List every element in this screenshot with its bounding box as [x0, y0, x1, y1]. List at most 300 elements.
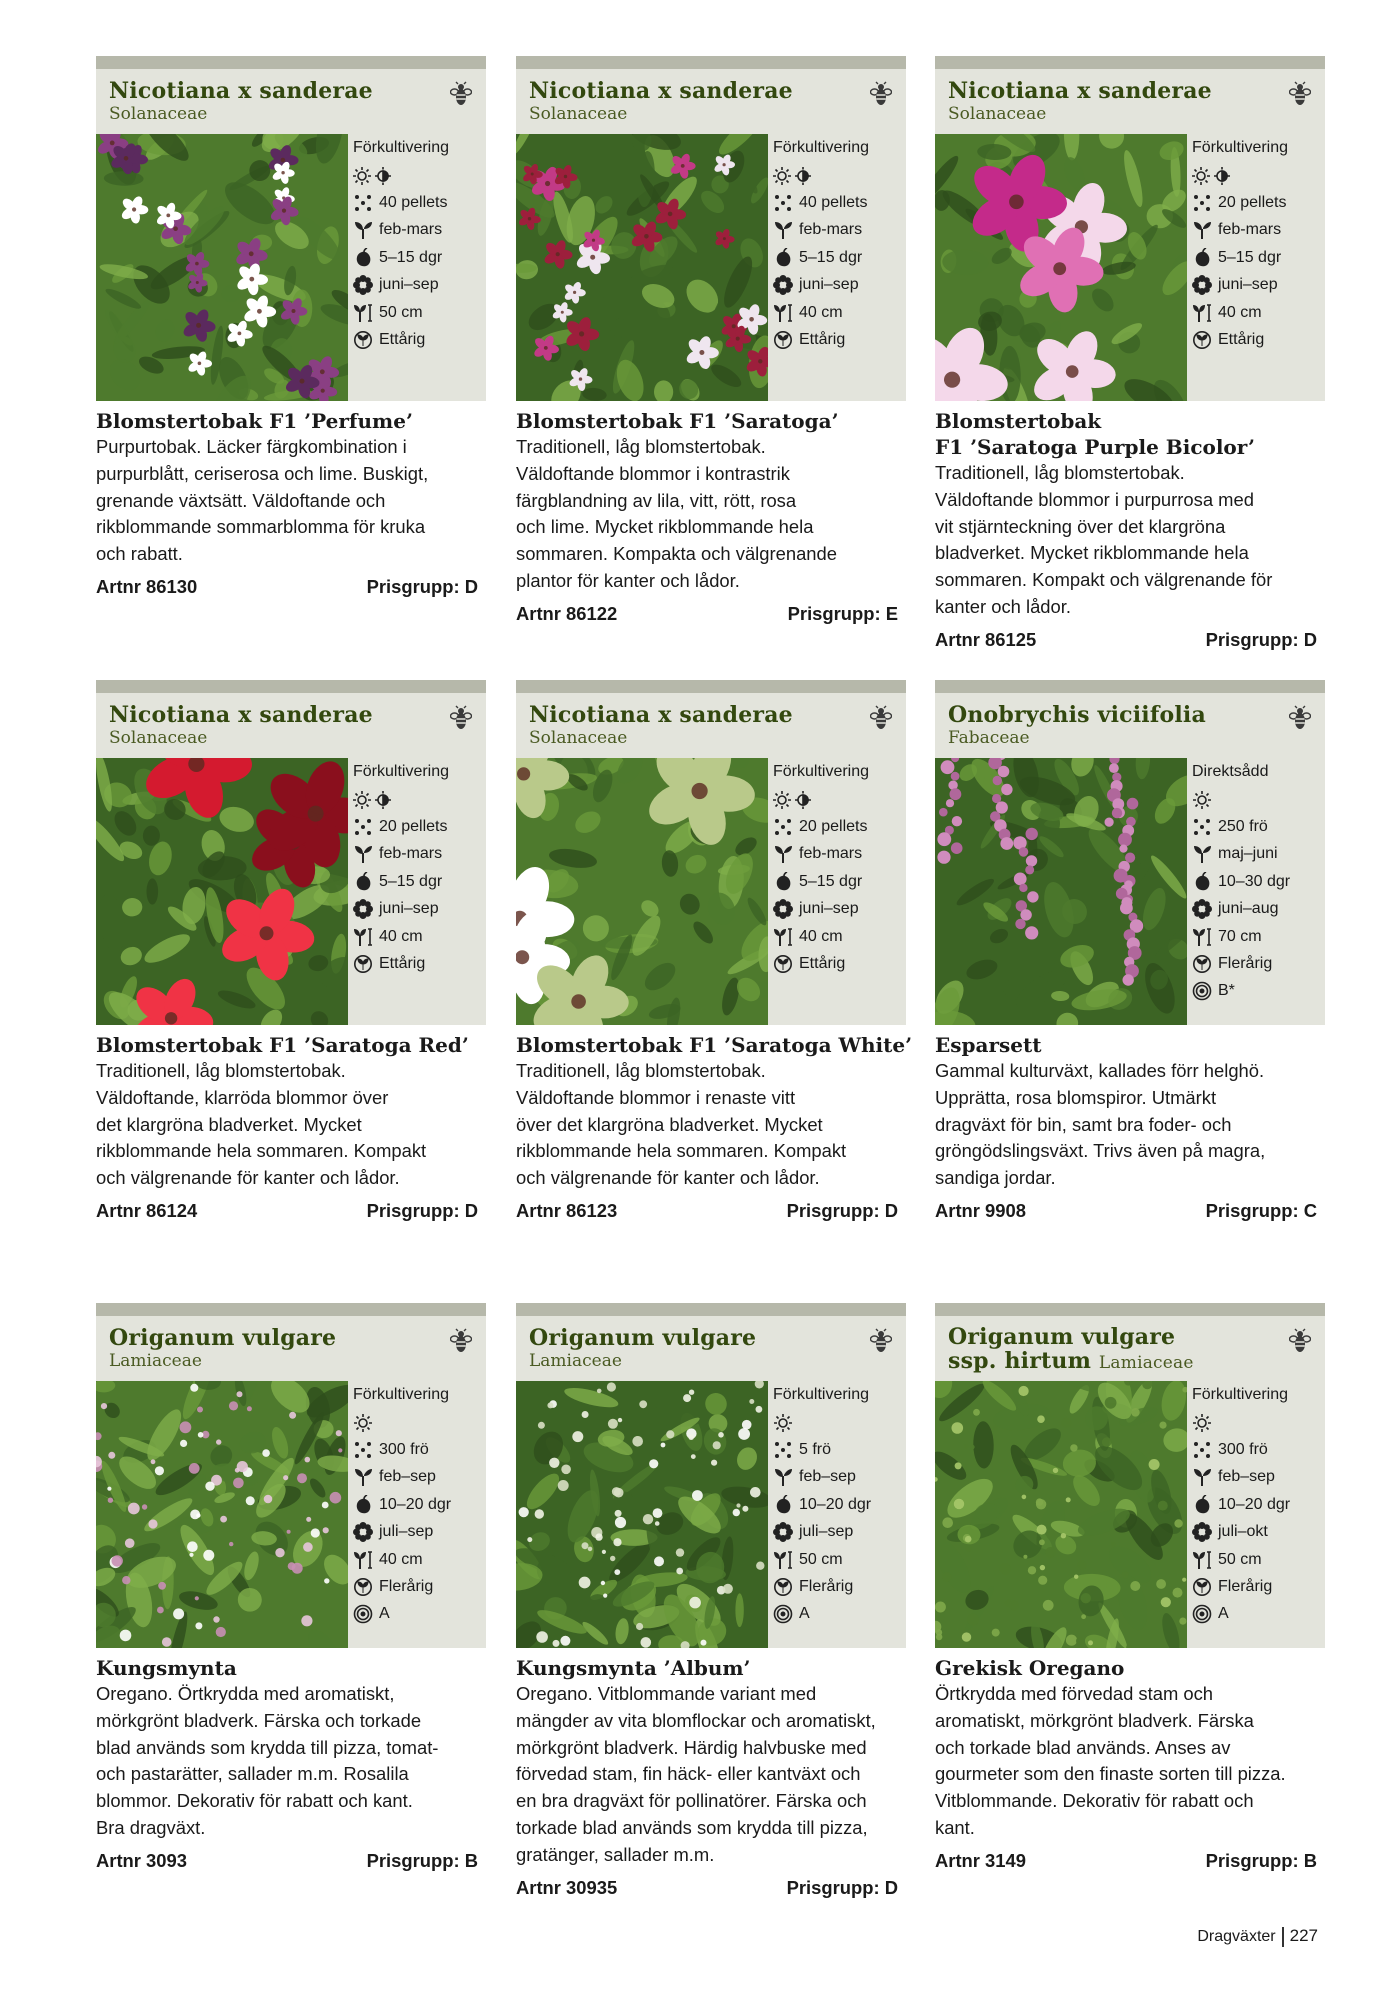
card-header: [935, 1303, 1325, 1381]
product-card: [96, 680, 486, 1300]
lifespan: Ettårig: [379, 955, 426, 973]
full-sun-icon: [353, 1413, 373, 1433]
bee-icon: [870, 81, 892, 107]
card-header: [516, 680, 906, 758]
lifespan: Ettårig: [1218, 331, 1265, 349]
description-line: gratänger, sallader m.m.: [516, 1843, 715, 1865]
sowing-method: Förkultivering: [353, 763, 450, 780]
description-line: blommor. Dekorativ för rabatt och kant.: [96, 1790, 413, 1812]
plant-photo: [516, 758, 768, 1025]
seed-count: 20 pellets: [799, 818, 868, 836]
flower-icon: [773, 1522, 793, 1542]
article-number: Artnr 86122: [516, 603, 618, 624]
description-line: Väldoftande blommor i purpurrosa med: [935, 488, 1254, 510]
description-line: rikblommande hela sommaren. Kompakt: [516, 1140, 847, 1162]
spec-panel: [768, 134, 906, 401]
pollinator-value-icon: [1192, 1604, 1212, 1624]
spec-row-bloom-period: [773, 1519, 906, 1546]
seed-count-icon: [1192, 193, 1212, 213]
plant-height: 40 cm: [379, 1550, 423, 1568]
product-name: [96, 1032, 469, 1058]
bloom-period: juli–sep: [799, 1523, 854, 1541]
plant-height-icon: [1192, 927, 1212, 947]
product-description: [96, 1058, 486, 1192]
spec-row-lifespan: [1192, 950, 1325, 977]
description-line: Traditionell, låg blomstertobak.: [935, 462, 1185, 483]
plant-height-icon: [1192, 1550, 1212, 1570]
product-card: [516, 56, 906, 676]
germination-time: 10–20 dgr: [1218, 1495, 1291, 1513]
latin-name: Nicotiana x sanderae: [529, 702, 793, 728]
sowing-time: feb–sep: [379, 1468, 436, 1486]
latin-name: Nicotiana x sanderae: [948, 78, 1212, 104]
card-header: [935, 56, 1325, 134]
plant-photo: [935, 134, 1187, 401]
sowing-time-icon: [773, 220, 793, 240]
article-number: Artnr 3093: [96, 1850, 187, 1871]
full-sun-icon: [1192, 1413, 1212, 1433]
price-group: Prisgrupp: D: [786, 1877, 898, 1898]
bee-icon: [1289, 1328, 1311, 1354]
plant-family: Solanaceae: [529, 728, 628, 748]
spec-panel: [768, 1381, 906, 1648]
price-group: Prisgrupp: D: [786, 1200, 898, 1221]
description-line: torkade blad används som krydda till pizza,: [516, 1816, 868, 1838]
plant-height: 40 cm: [799, 303, 843, 321]
product-name: [516, 1032, 912, 1058]
seed-count: 40 pellets: [799, 194, 868, 212]
germination-time: 5–15 dgr: [379, 872, 443, 890]
sowing-time: feb–sep: [799, 1468, 856, 1486]
product-description: [96, 434, 486, 568]
latin-name: Origanum vulgare: [109, 1325, 337, 1351]
plant-photo: [935, 758, 1187, 1025]
sun-half-shade-icon: [773, 166, 813, 186]
spec-row-germination-time: [1192, 244, 1325, 271]
article-number: Artnr 30935: [516, 1877, 618, 1898]
spec-row-germination-time: [773, 244, 906, 271]
flower-icon: [1192, 275, 1212, 295]
seed-count-icon: [1192, 817, 1212, 837]
bee-icon: [1289, 705, 1311, 731]
spec-row-seed-count: [773, 1436, 906, 1463]
flower-icon: [773, 899, 793, 919]
seed-count: 20 pellets: [1218, 194, 1287, 212]
spec-row-germination-time: [1192, 868, 1325, 895]
lifespan-icon: [1192, 954, 1212, 974]
page-footer: [1197, 1926, 1318, 1947]
card-header: [516, 1303, 906, 1381]
germination-icon: [1192, 248, 1212, 268]
product-description: [516, 434, 906, 595]
description-line: och rabatt.: [96, 543, 183, 565]
spec-row-pollinator-value: [1192, 978, 1325, 1005]
spec-row-sowing-time: [773, 1464, 906, 1491]
germination-time: 10–20 dgr: [799, 1495, 872, 1513]
sowing-method: Förkultivering: [1192, 139, 1289, 156]
product-name-line: Esparsett: [935, 1033, 1042, 1057]
germination-time: 5–15 dgr: [379, 248, 443, 266]
description-line: Oregano. Örtkrydda med aromatiskt,: [96, 1683, 395, 1704]
latin-name: Nicotiana x sanderae: [529, 78, 793, 104]
spec-row-plant-height: [773, 299, 906, 326]
plant-height: 40 cm: [379, 927, 423, 945]
spec-row-plant-height: [773, 1546, 906, 1573]
plant-height: 40 cm: [799, 927, 843, 945]
sun-half-shade-icon: [773, 790, 813, 810]
product-name-line: Grekisk Oregano: [935, 1656, 1125, 1680]
description-line: mängder av vita blomflockar och aromatiskt,: [516, 1709, 876, 1731]
description-line: Oregano. Vitblommande variant med: [516, 1683, 817, 1704]
sowing-time: feb-mars: [1218, 221, 1282, 239]
sowing-method: Förkultivering: [353, 1386, 450, 1403]
spec-row-seed-count: [1192, 189, 1325, 216]
germination-time: 10–20 dgr: [379, 1495, 452, 1513]
description-line: och lime. Mycket rikblommande hela: [516, 516, 814, 538]
article-number: Artnr 3149: [935, 1850, 1026, 1871]
description-line: Traditionell, låg blomstertobak.: [516, 436, 766, 457]
product-name: [935, 1655, 1124, 1681]
spec-row-seed-count: [1192, 813, 1325, 840]
spec-row-sowing-time: [773, 841, 906, 868]
spec-row-plant-height: [353, 1546, 486, 1573]
spec-row-bloom-period: [1192, 896, 1325, 923]
sun-half-shade-icon: [1192, 166, 1232, 186]
card-header: [96, 1303, 486, 1381]
plant-height-icon: [353, 1550, 373, 1570]
description-line: och välgrenande för kanter och lådor.: [96, 1167, 400, 1189]
bloom-period: juli–sep: [379, 1523, 434, 1541]
description-line: rikblommande hela sommaren. Kompakt: [96, 1140, 427, 1162]
germination-icon: [773, 1495, 793, 1515]
product-card: [516, 680, 913, 1300]
description-line: Väldoftande blommor i renaste vitt: [516, 1086, 796, 1108]
plant-height-icon: [773, 1550, 793, 1570]
product-name-line: F1 ’Saratoga Purple Bicolor’: [935, 435, 1255, 459]
spec-row-seed-count: [773, 189, 906, 216]
germination-icon: [353, 248, 373, 268]
spec-panel: [1187, 134, 1325, 401]
plant-family: Solanaceae: [529, 104, 628, 124]
lifespan: Flerårig: [799, 1578, 854, 1596]
description-line: grenande växtsätt. Väldoftande och: [96, 489, 386, 511]
spec-row-pollinator-value: [773, 1601, 906, 1628]
seed-count-icon: [773, 817, 793, 837]
product-name-line: Blomstertobak F1 ’Perfume’: [96, 409, 413, 433]
latin-name: Onobrychis viciifolia: [948, 702, 1206, 728]
description-line: vit stjärnteckning över det klargröna: [935, 515, 1226, 537]
description-line: gröngödslingsväxt. Trivs även på magra,: [935, 1140, 1266, 1162]
description-line: sommaren. Kompakt och välgrenande för: [935, 569, 1273, 591]
sowing-method: Förkultivering: [1192, 1386, 1289, 1403]
seed-count: 300 frö: [1218, 1441, 1268, 1459]
description-line: och välgrenande för kanter och lådor.: [516, 1167, 820, 1189]
spec-row-sowing-time: [773, 217, 906, 244]
product-name-line: Kungsmynta: [96, 1656, 237, 1680]
plant-height: 50 cm: [379, 303, 423, 321]
price-group: Prisgrupp: D: [366, 576, 478, 597]
spec-row-lifespan: [353, 950, 486, 977]
description-line: Örtkrydda med förvedad stam och: [935, 1683, 1214, 1704]
spec-row-plant-height: [1192, 923, 1325, 950]
spec-row-bloom-period: [773, 272, 906, 299]
germination-time: 5–15 dgr: [799, 872, 863, 890]
sowing-time-icon: [773, 1467, 793, 1487]
product-card: [935, 56, 1325, 676]
sun-half-shade-icon: [353, 166, 393, 186]
plant-family: Solanaceae: [109, 104, 208, 124]
sowing-time-icon: [353, 220, 373, 240]
plant-family: Lamiaceae: [109, 1351, 202, 1371]
bee-icon: [870, 1328, 892, 1354]
plant-height-icon: [353, 927, 373, 947]
product-card: [96, 56, 486, 676]
bee-icon: [450, 81, 472, 107]
sun-half-shade-icon: [353, 790, 393, 810]
bloom-period: juni–sep: [799, 276, 859, 294]
spec-row-sowing-time: [353, 1464, 486, 1491]
plant-family: Lamiaceae: [1098, 1353, 1194, 1373]
plant-family: Solanaceae: [109, 728, 208, 748]
article-number: Artnr 86125: [935, 629, 1037, 650]
description-line: dragväxt för bin, samt bra foder- och: [935, 1113, 1232, 1135]
seed-count: 300 frö: [379, 1441, 429, 1459]
lifespan: Ettårig: [799, 955, 846, 973]
description-line: kant.: [935, 1816, 975, 1838]
spec-row-lifespan: [1192, 1573, 1325, 1600]
bloom-period: juni–sep: [379, 900, 439, 918]
lifespan: Flerårig: [1218, 1578, 1273, 1596]
article-number: Artnr 9908: [935, 1200, 1026, 1221]
plant-height: 50 cm: [1218, 1550, 1262, 1568]
spec-row-plant-height: [1192, 299, 1325, 326]
spec-row-bloom-period: [1192, 1519, 1325, 1546]
description-line: en bra dragväxt för pollinatörer. Färska och: [516, 1790, 867, 1812]
latin-name: Origanum vulgare: [529, 1325, 757, 1351]
full-sun-icon: [773, 1413, 793, 1433]
description-line: bladverket. Mycket rikblommande hela: [935, 542, 1249, 564]
bloom-period: juni–aug: [1218, 900, 1279, 918]
spec-row-plant-height: [353, 299, 486, 326]
description-line: sandiga jordar.: [935, 1167, 1056, 1189]
spec-row-lifespan: [353, 1573, 486, 1600]
bee-icon: [870, 705, 892, 731]
latin-name: Nicotiana x sanderae: [109, 78, 373, 104]
spec-row-lifespan: [773, 1573, 906, 1600]
section-name: Dragväxter: [1197, 1928, 1276, 1945]
spec-row-pollinator-value: [353, 1601, 486, 1628]
description-line: Traditionell, låg blomstertobak.: [516, 1060, 766, 1081]
price-group: Prisgrupp: C: [1205, 1200, 1317, 1221]
price-group: Prisgrupp: D: [1205, 629, 1317, 650]
description-line: Upprätta, rosa blomspiror. Utmärkt: [935, 1086, 1217, 1108]
sowing-time: feb-mars: [379, 221, 443, 239]
card-header: [516, 56, 906, 134]
sowing-method: Förkultivering: [773, 1386, 870, 1403]
plant-family: Fabaceae: [948, 728, 1030, 748]
lifespan-icon: [773, 330, 793, 350]
description-line: Traditionell, låg blomstertobak.: [96, 1060, 346, 1081]
sowing-method: Direktsådd: [1192, 763, 1269, 780]
spec-row-sowing-time: [353, 217, 486, 244]
product-description: [935, 1681, 1325, 1842]
seed-count-icon: [353, 817, 373, 837]
full-sun-icon: [1192, 790, 1212, 810]
description-line: Purpurtobak. Läcker färgkombination i: [96, 436, 407, 457]
product-name-line: Blomstertobak F1 ’Saratoga White’: [516, 1033, 913, 1057]
germination-time: 10–30 dgr: [1218, 872, 1291, 890]
description-line: kanter och lådor.: [935, 595, 1071, 617]
lifespan-icon: [773, 954, 793, 974]
card-header: [935, 680, 1325, 758]
seed-count-icon: [773, 1440, 793, 1460]
plant-height: 40 cm: [1218, 303, 1262, 321]
article-number: Artnr 86130: [96, 576, 198, 597]
plant-height-icon: [353, 303, 373, 323]
seed-count: 40 pellets: [379, 194, 448, 212]
lifespan-icon: [773, 1577, 793, 1597]
product-name: [516, 1655, 750, 1681]
plant-height-icon: [773, 927, 793, 947]
spec-panel: [348, 758, 486, 1025]
spec-row-sowing-time: [1192, 217, 1325, 244]
product-name: [516, 408, 839, 434]
bee-icon: [1289, 81, 1311, 107]
spec-row-bloom-period: [773, 896, 906, 923]
spec-row-bloom-period: [1192, 272, 1325, 299]
seed-count-icon: [773, 193, 793, 213]
lifespan-icon: [1192, 330, 1212, 350]
product-description: [935, 1058, 1325, 1192]
description-line: Väldoftande, klarröda blommor över: [96, 1086, 389, 1108]
product-card: [96, 1303, 486, 1923]
spec-row-seed-count: [1192, 1436, 1325, 1463]
product-description: [96, 1681, 486, 1842]
plant-photo: [516, 134, 768, 401]
spec-panel: [348, 134, 486, 401]
spec-row-bloom-period: [353, 896, 486, 923]
spec-row-bloom-period: [353, 1519, 486, 1546]
product-card: [935, 680, 1325, 1300]
plant-height-icon: [1192, 303, 1212, 323]
lifespan: Ettårig: [799, 331, 846, 349]
spec-panel: [1187, 1381, 1325, 1648]
description-line: Vitblommande. Dekorativ för rabatt och: [935, 1790, 1254, 1812]
product-description: [516, 1681, 906, 1869]
description-line: och pastarätter, sallader m.m. Rosalila: [96, 1763, 409, 1785]
footer-divider: [1282, 1927, 1284, 1947]
pollinator-value: A: [379, 1605, 390, 1623]
product-name: [935, 1032, 1041, 1058]
latin-subspecies: ssp. hirtum: [948, 1348, 1092, 1374]
product-description: [516, 1058, 906, 1192]
seed-count-icon: [1192, 1440, 1212, 1460]
article-number: Artnr 86123: [516, 1200, 618, 1221]
pollinator-value: A: [1218, 1605, 1229, 1623]
article-number: Artnr 86124: [96, 1200, 198, 1221]
product-description: [935, 460, 1325, 621]
germination-icon: [773, 872, 793, 892]
spec-row-sowing-time: [353, 841, 486, 868]
plant-photo: [96, 1381, 348, 1648]
plant-height: 50 cm: [799, 1550, 843, 1568]
lifespan-icon: [353, 1577, 373, 1597]
flower-icon: [1192, 1522, 1212, 1542]
sowing-time-icon: [1192, 1467, 1212, 1487]
flower-icon: [353, 1522, 373, 1542]
bee-icon: [450, 1328, 472, 1354]
spec-panel: [348, 1381, 486, 1648]
seed-count: 5 frö: [799, 1441, 832, 1459]
bloom-period: juni–sep: [379, 276, 439, 294]
description-line: sommaren. Kompakta och välgrenande: [516, 543, 837, 565]
pollinator-value: A: [799, 1605, 810, 1623]
price-group: Prisgrupp: B: [1205, 1850, 1317, 1871]
description-line: Gammal kulturväxt, kallades förr helghö.: [935, 1060, 1265, 1081]
seed-count: 250 frö: [1218, 818, 1268, 836]
description-line: plantor för kanter och lådor.: [516, 569, 740, 591]
sowing-method: Förkultivering: [773, 139, 870, 156]
product-name-line: Blomstertobak: [935, 409, 1102, 433]
spec-row-germination-time: [773, 868, 906, 895]
spec-row-seed-count: [353, 1436, 486, 1463]
germination-time: 5–15 dgr: [1218, 248, 1282, 266]
spec-row-germination-time: [1192, 1491, 1325, 1518]
spec-row-bloom-period: [353, 272, 486, 299]
flower-icon: [773, 275, 793, 295]
sowing-method: Förkultivering: [773, 763, 870, 780]
product-name-line: Kungsmynta ’Album’: [516, 1656, 751, 1680]
pollinator-value: B*: [1218, 982, 1235, 1000]
spec-row-sowing-time: [1192, 841, 1325, 868]
description-line: över det klargröna bladverket. Mycket: [516, 1113, 823, 1135]
plant-height: 70 cm: [1218, 927, 1262, 945]
seed-count-icon: [353, 193, 373, 213]
price-group: Prisgrupp: D: [366, 1200, 478, 1221]
latin-name: Nicotiana x sanderae: [109, 702, 373, 728]
lifespan: Flerårig: [1218, 955, 1273, 973]
germination-time: 5–15 dgr: [799, 248, 863, 266]
spec-row-germination-time: [773, 1491, 906, 1518]
germination-icon: [353, 1495, 373, 1515]
spec-row-plant-height: [1192, 1546, 1325, 1573]
lifespan: Flerårig: [379, 1578, 434, 1596]
bee-icon: [450, 705, 472, 731]
sowing-time: feb–sep: [1218, 1468, 1275, 1486]
product-card: [516, 1303, 906, 1923]
description-line: rikblommande sommarblomma för kruka: [96, 516, 426, 538]
bloom-period: juni–sep: [1218, 276, 1278, 294]
spec-row-germination-time: [353, 244, 486, 271]
description-line: blad används som krydda till pizza, tomat-: [96, 1736, 439, 1758]
pollinator-value-icon: [1192, 981, 1212, 1001]
flower-icon: [353, 899, 373, 919]
description-line: Väldoftande blommor i kontrastrik: [516, 462, 790, 484]
description-line: det klargröna bladverket. Mycket: [96, 1113, 362, 1135]
spec-panel: [768, 758, 906, 1025]
spec-row-lifespan: [773, 326, 906, 353]
germination-icon: [353, 872, 373, 892]
description-line: aromatiskt, mörkgrönt bladverk. Färska: [935, 1709, 1254, 1731]
sowing-time-icon: [1192, 844, 1212, 864]
bloom-period: juli–okt: [1218, 1523, 1268, 1541]
lifespan-icon: [1192, 1577, 1212, 1597]
sowing-method: Förkultivering: [353, 139, 450, 156]
spec-row-plant-height: [773, 923, 906, 950]
description-line: mörkgrönt bladverk. Färska och torkade: [96, 1709, 422, 1731]
spec-row-germination-time: [353, 868, 486, 895]
plant-photo: [96, 758, 348, 1025]
